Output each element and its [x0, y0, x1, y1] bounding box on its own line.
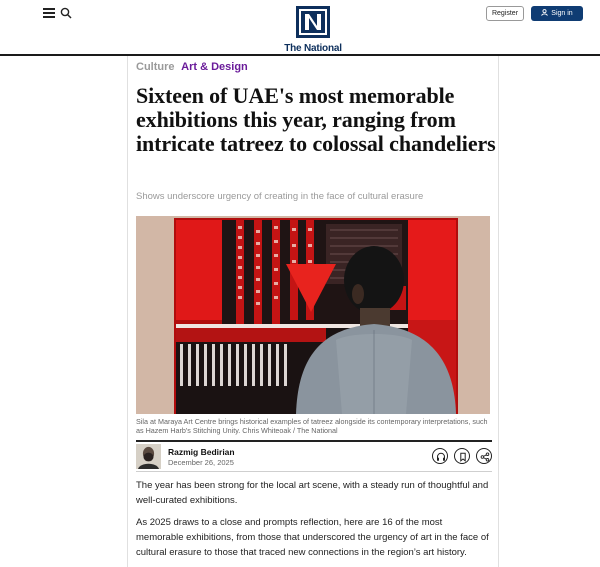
- tag-art-design[interactable]: Art & Design: [181, 61, 248, 73]
- article-paragraph: As 2025 draws to a close and prompts reflection, here are 16 of the most memorable exhibitions, from those that underscored the urgency of art in the face of cultural erasure to those that traced new connections in the region’s art history.: [136, 517, 489, 558]
- share-button[interactable]: [476, 448, 492, 464]
- article-tags: [136, 61, 248, 73]
- hero-image[interactable]: [136, 216, 490, 414]
- tag-culture[interactable]: Culture: [136, 61, 175, 73]
- logo-mark-icon: [296, 6, 330, 38]
- byline-top-rule: [136, 440, 492, 442]
- bookmark-icon: [458, 452, 468, 462]
- headphones-icon: [436, 452, 446, 462]
- sign-in-button[interactable]: [531, 6, 583, 21]
- byline-bottom-rule: [136, 471, 492, 472]
- user-icon: [541, 9, 548, 16]
- article-subheadline: Shows underscore urgency of creating in the face of cultural erasure: [136, 191, 424, 202]
- publish-date: December 26, 2025: [168, 458, 234, 467]
- author-avatar[interactable]: [136, 444, 161, 469]
- image-caption: Sila at Maraya Art Centre brings historical examples of tatreez alongside its contemporary interpretations, such as Hazem Harb's Stitching Unity. Chris Whiteoak / The National: [136, 417, 488, 435]
- hamburger-menu-icon[interactable]: [43, 8, 55, 18]
- site-logo[interactable]: [280, 6, 346, 54]
- logo-wordmark: The National: [284, 43, 342, 54]
- save-button[interactable]: [454, 448, 470, 464]
- sign-in-label: Sign in: [551, 10, 573, 17]
- author-avatar-image: [136, 444, 161, 469]
- hero-image-illustration: [136, 216, 490, 414]
- listen-button[interactable]: [432, 448, 448, 464]
- article-paragraph: The year has been strong for the local art scene, with a steady run of thoughtful and well-curated exhibitions.: [136, 480, 489, 506]
- site-header: [0, 0, 600, 56]
- register-button[interactable]: Register: [486, 6, 524, 21]
- search-icon[interactable]: [60, 7, 72, 19]
- author-name[interactable]: Razmig Bedirian: [168, 447, 235, 457]
- share-icon: [480, 452, 490, 462]
- article-headline: Sixteen of UAE's most memorable exhibitions this year, ranging from intricate tatreez to colossal chandeliers: [136, 83, 496, 156]
